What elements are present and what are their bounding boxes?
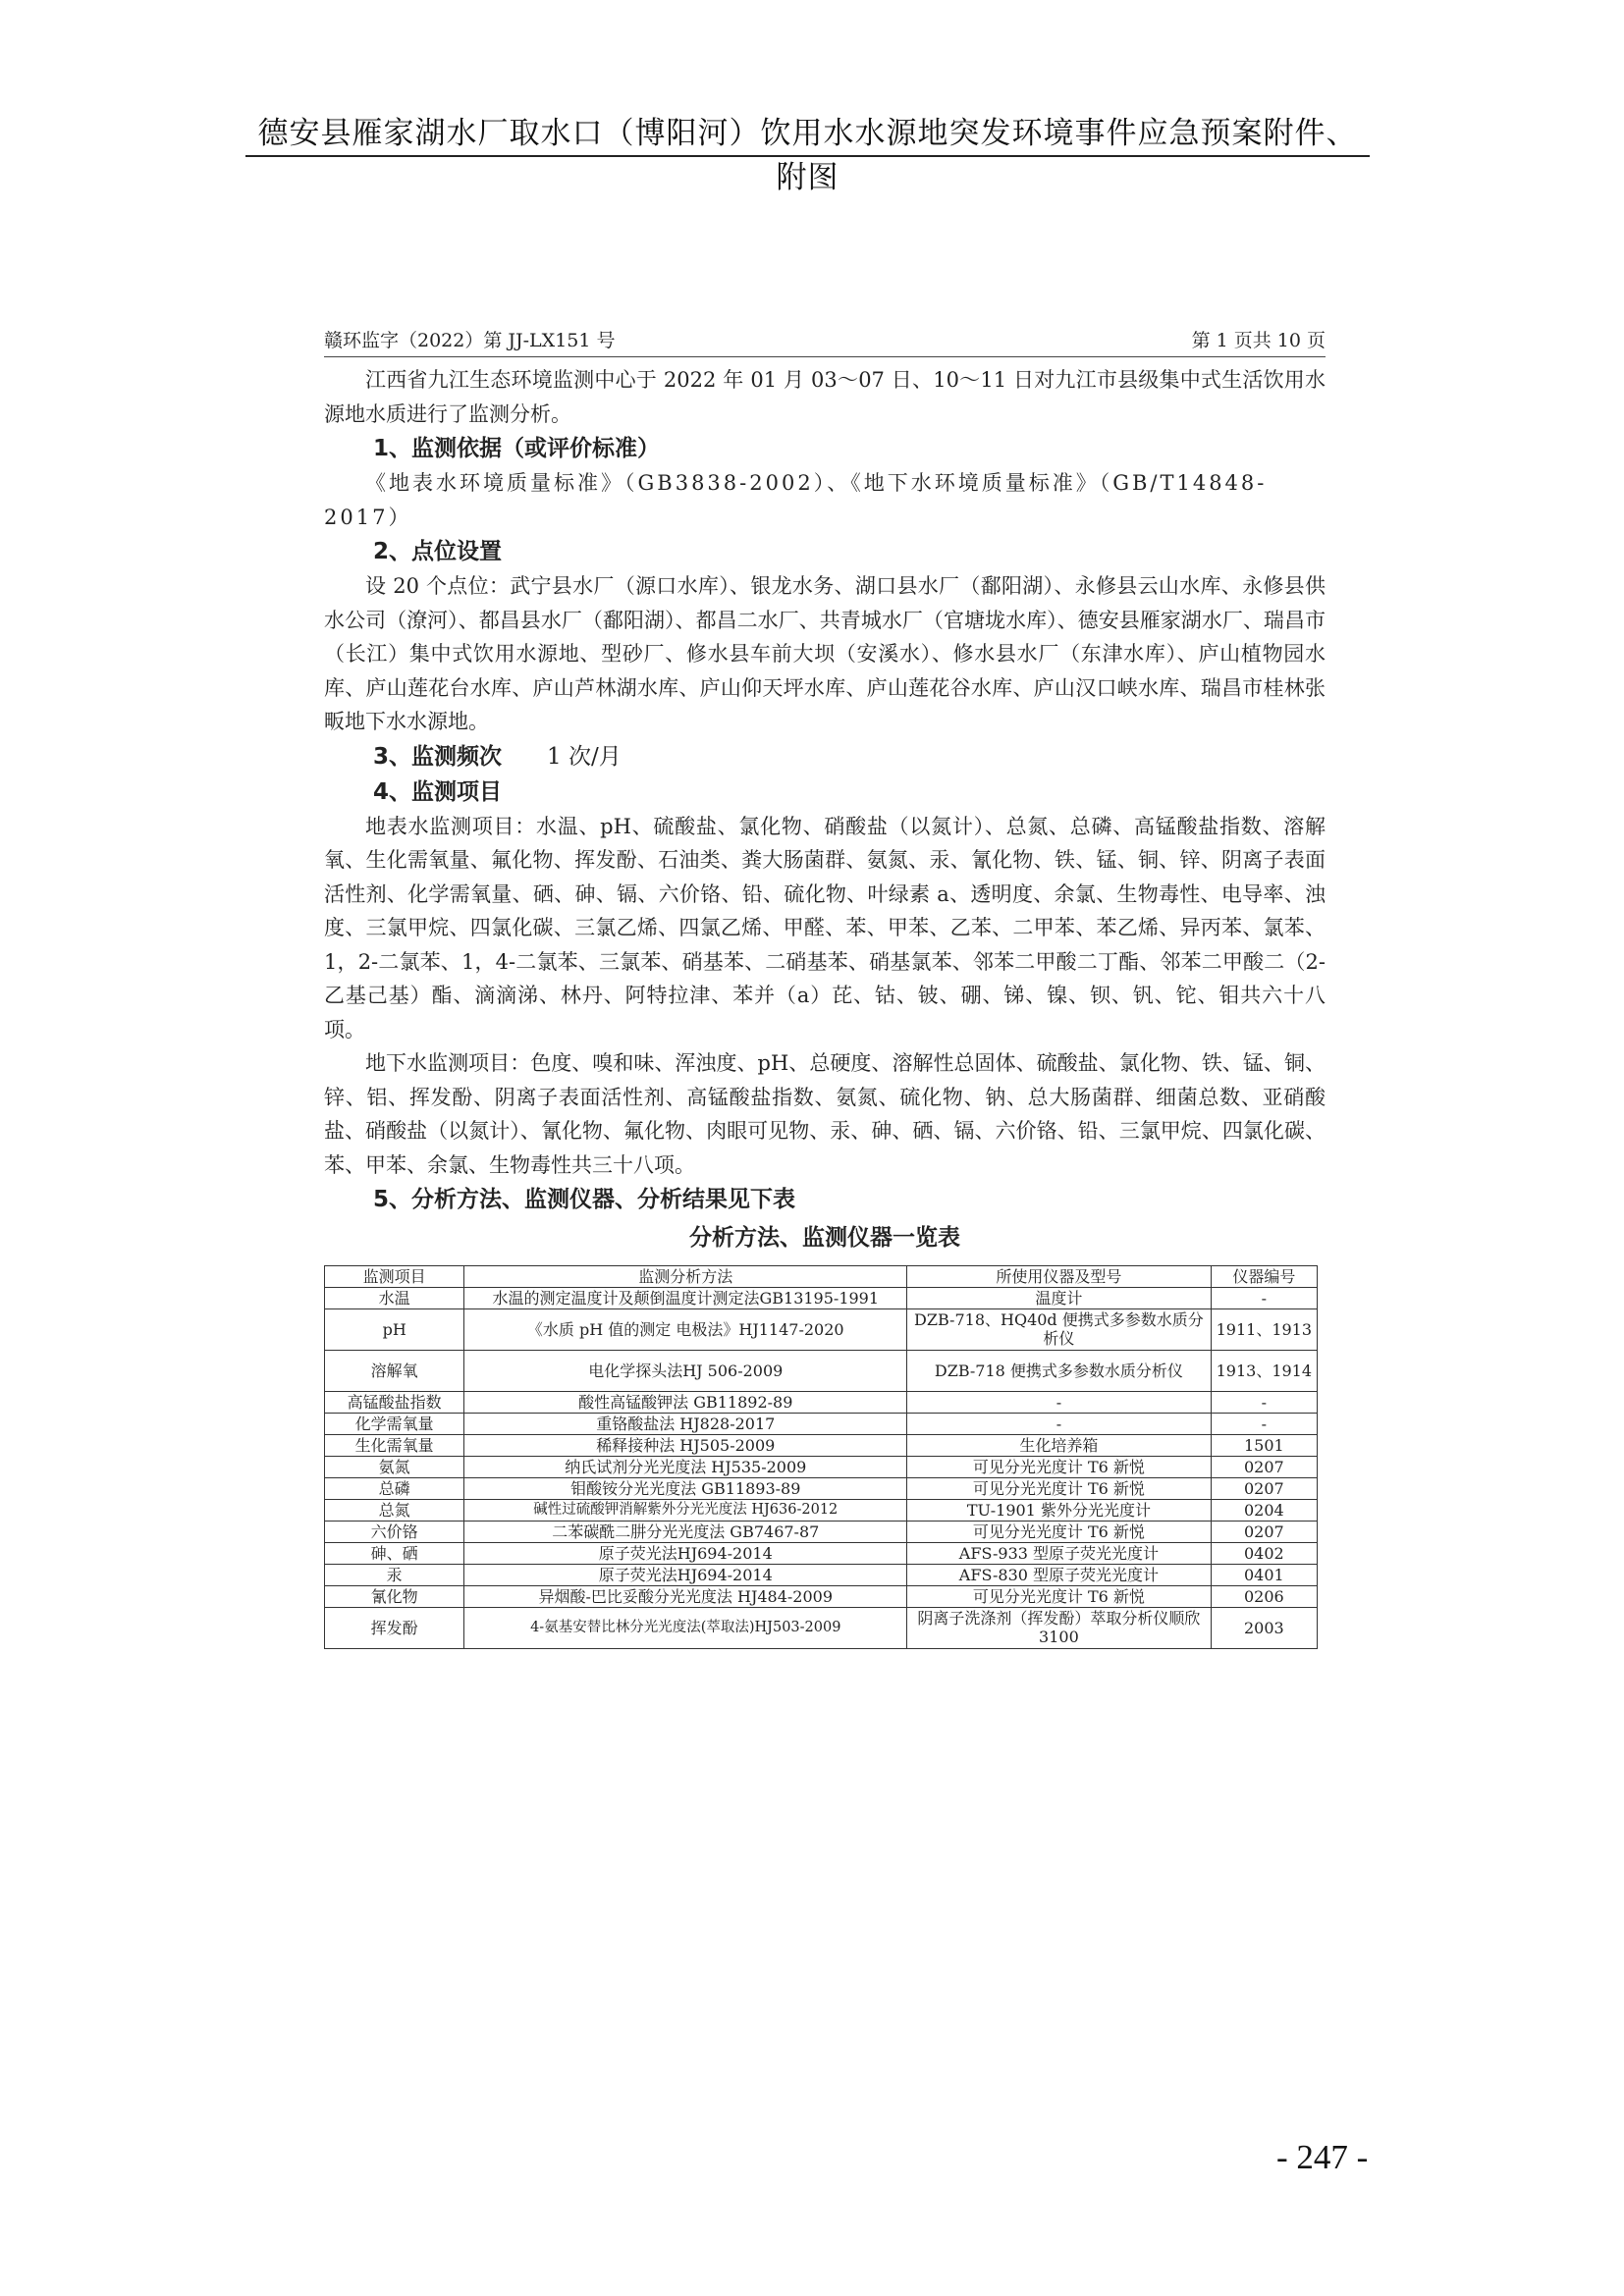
table-cell-instrument: - [907,1413,1211,1434]
section-1-heading: 1、监测依据（或评价标准） [373,436,661,461]
section-3-heading [324,739,1326,774]
header-divider [245,155,1370,157]
table-cell-instrument: TU-1901 紫外分光光度计 [907,1499,1211,1521]
table-cell-instrument: 可见分光光度计 T6 新悦 [907,1477,1211,1499]
table-cell-item: pH [325,1308,464,1350]
table-cell-item: 化学需氧量 [325,1413,464,1434]
report-intro: 江西省九江生态环境监测中心于 2022 年 01 月 03～07 日、10～11 日对九江市县级集中式生活饮用水源地水质进行了监测分析。 [324,368,1326,426]
scanned-report-page [324,327,1326,1649]
table-cell-item: 总氮 [325,1499,464,1521]
table-cell-instrument: DZB-718、HQ40d 便携式多参数水质分析仪 [907,1308,1211,1350]
table-cell-instrument: DZB-718 便携式多参数水质分析仪 [907,1350,1211,1391]
table-title: 分析方法、监测仪器一览表 [689,1225,960,1251]
table-row [325,1585,1318,1607]
table-row [325,1607,1318,1648]
table-row [325,1308,1318,1350]
section-2-text: 设 20 个点位：武宁县水厂（源口水库）、银龙水务、湖口县水厂（鄱阳湖）、永修县云山水库、永修县供水公司（潦河）、都昌县水厂（鄱阳湖）、都昌二水厂、共青城水厂（官塘垅水库）、德安县雁家湖水厂、瑞昌市（长江）集中式饮用水源地、型砂厂、修水县车前大坝（安溪水）、修水县水厂（东津水库）、庐山植物园水库、庐山莲花台水库、庐山芦林湖水库、庐山仰天坪水库、庐山莲花谷水库、庐山汉口峡水库、瑞昌市桂林张畈地下水水源地。 [324,574,1326,733]
table-cell-number: 0402 [1211,1542,1317,1564]
table-cell-instrument: 可见分光光度计 T6 新悦 [907,1521,1211,1542]
table-cell-number: 0207 [1211,1477,1317,1499]
table-cell-item: 氰化物 [325,1585,464,1607]
section-4-heading: 4、监测项目 [373,778,503,805]
table-cell-item: 高锰酸盐指数 [325,1391,464,1413]
table-cell-item: 总磷 [325,1477,464,1499]
table-cell-number: - [1211,1413,1317,1434]
table-cell-number: 1501 [1211,1434,1317,1456]
table-cell-number: 0207 [1211,1456,1317,1477]
table-cell-method: 原子荧光法HJ694-2014 [464,1564,907,1585]
table-cell-method: 电化学探头法HJ 506-2009 [464,1350,907,1391]
report-meta-line [324,327,1326,357]
table-cell-instrument: AFS-830 型原子荧光光度计 [907,1564,1211,1585]
table-row [325,1542,1318,1564]
table-cell-method: 酸性高锰酸钾法 GB11892-89 [464,1391,907,1413]
table-cell-number: 1911、1913 [1211,1308,1317,1350]
table-cell-item: 溶解氧 [325,1350,464,1391]
table-row [325,1456,1318,1477]
table-row [325,1477,1318,1499]
table-cell-method: 钼酸铵分光光度法 GB11893-89 [464,1477,907,1499]
table-cell-item: 砷、硒 [325,1542,464,1564]
table-cell-number: 0204 [1211,1499,1317,1521]
table-cell-number: 1913、1914 [1211,1350,1317,1391]
page-number: - 247 - [1276,2138,1369,2176]
surface-water-items: 地表水监测项目：水温、pH、硫酸盐、氯化物、硝酸盐（以氮计）、总氮、总磷、高锰酸盐指数、溶解氧、生化需氧量、氟化物、挥发酚、石油类、粪大肠菌群、氨氮、汞、氰化物、铁、锰、铜、锌、阴离子表面活性剂、化学需氧量、硒、砷、镉、六价铬、铅、硫化物、叶绿素 a、透明度、余氯、生物毒性、电导率、浊度、三氯甲烷、四氯化碳、三氯乙烯、四氯乙烯、甲醛、苯、甲苯、乙苯、二甲苯、苯乙烯、异丙苯、氯苯、1，2-二氯苯、1，4-二氯苯、三氯苯、硝基苯、二硝基苯、硝基氯苯、邻苯二甲酸二丁酯、邻苯二甲酸二（2-乙基己基）酯、滴滴涕、林丹、阿特拉津、苯并（a）芘、钴、铍、硼、锑、镍、钡、钒、铊、钼共六十八项。 [324,814,1326,1041]
table-cell-number: 0401 [1211,1564,1317,1585]
groundwater-items: 地下水监测项目：色度、嗅和味、浑浊度、pH、总硬度、溶解性总固体、硫酸盐、氯化物、铁、锰、铜、锌、铝、挥发酚、阴离子表面活性剂、高锰酸盐指数、氨氮、硫化物、钠、总大肠菌群、细菌总数、亚硝酸盐、硝酸盐（以氮计）、氰化物、氟化物、肉眼可见物、汞、砷、硒、镉、六价铬、铅、三氯甲烷、四氯化碳、苯、甲苯、余氯、生物毒性共三十八项。 [324,1051,1326,1177]
table-cell-item: 生化需氧量 [325,1434,464,1456]
monitoring-frequency: 1 次/月 [547,743,622,770]
table-row [325,1521,1318,1542]
table-cell-method: 《水质 pH 值的测定 电极法》HJ1147-2020 [464,1308,907,1350]
table-cell-instrument: 阴离子洗涤剂（挥发酚）萃取分析仪顺欣 3100 [907,1607,1211,1648]
table-row [325,1391,1318,1413]
table-cell-item: 水温 [325,1287,464,1308]
table-header-cell: 仪器编号 [1211,1265,1317,1287]
table-row [325,1434,1318,1456]
table-row [325,1413,1318,1434]
report-doc-number: 赣环监字（2022）第 JJ-LX151 号 [324,330,616,351]
table-cell-item: 挥发酚 [325,1607,464,1648]
table-cell-number: 0206 [1211,1585,1317,1607]
table-cell-instrument: - [907,1391,1211,1413]
table-cell-method: 水温的测定温度计及颠倒温度计测定法GB13195-1991 [464,1287,907,1308]
table-cell-item: 氨氮 [325,1456,464,1477]
section-5-heading: 5、分析方法、监测仪器、分析结果见下表 [373,1187,796,1212]
table-cell-method: 纳氏试剂分光光度法 HJ535-2009 [464,1456,907,1477]
table-row [325,1350,1318,1391]
table-cell-method: 稀释接种法 HJ505-2009 [464,1434,907,1456]
table-cell-method: 二苯碳酰二肼分光光度法 GB7467-87 [464,1521,907,1542]
methods-instruments-table [324,1265,1318,1649]
document-header-title: 德安县雁家湖水厂取水口（博阳河）饮用水水源地突发环境事件应急预案附件、附图 [257,116,1358,195]
table-cell-method: 异烟酸-巴比妥酸分光光度法 HJ484-2009 [464,1585,907,1607]
table-cell-number: 2003 [1211,1607,1317,1648]
table-cell-instrument: 可见分光光度计 T6 新悦 [907,1456,1211,1477]
table-row [325,1564,1318,1585]
table-header-row [325,1265,1318,1287]
table-cell-instrument: 温度计 [907,1287,1211,1308]
table-cell-item: 六价铬 [325,1521,464,1542]
table-cell-item: 汞 [325,1564,464,1585]
table-header-cell: 监测分析方法 [464,1265,907,1287]
table-header-cell: 所使用仪器及型号 [907,1265,1211,1287]
table-row [325,1499,1318,1521]
table-cell-method: 原子荧光法HJ694-2014 [464,1542,907,1564]
section-2-heading: 2、点位设置 [373,539,503,564]
report-page-info: 第 1 页共 10 页 [1191,330,1326,351]
table-cell-method: 碱性过硫酸钾消解紫外分光光度法 HJ636-2012 [464,1499,907,1521]
table-cell-instrument: AFS-933 型原子荧光光度计 [907,1542,1211,1564]
table-cell-method: 重铬酸盐法 HJ828-2017 [464,1413,907,1434]
table-cell-number: 0207 [1211,1521,1317,1542]
table-cell-instrument: 生化培养箱 [907,1434,1211,1456]
section-3-title: 3、监测频次 [373,743,503,770]
table-cell-number: - [1211,1287,1317,1308]
table-cell-number: - [1211,1391,1317,1413]
table-cell-instrument: 可见分光光度计 T6 新悦 [907,1585,1211,1607]
table-cell-method: 4-氨基安替比林分光光度法(萃取法)HJ503-2009 [464,1607,907,1648]
table-header-cell: 监测项目 [325,1265,464,1287]
section-1-text: 《地表水环境质量标准》（GB3838-2002）、《地下水环境质量标准》（GB/T14848-2017） [324,471,1268,529]
table-row [325,1287,1318,1308]
